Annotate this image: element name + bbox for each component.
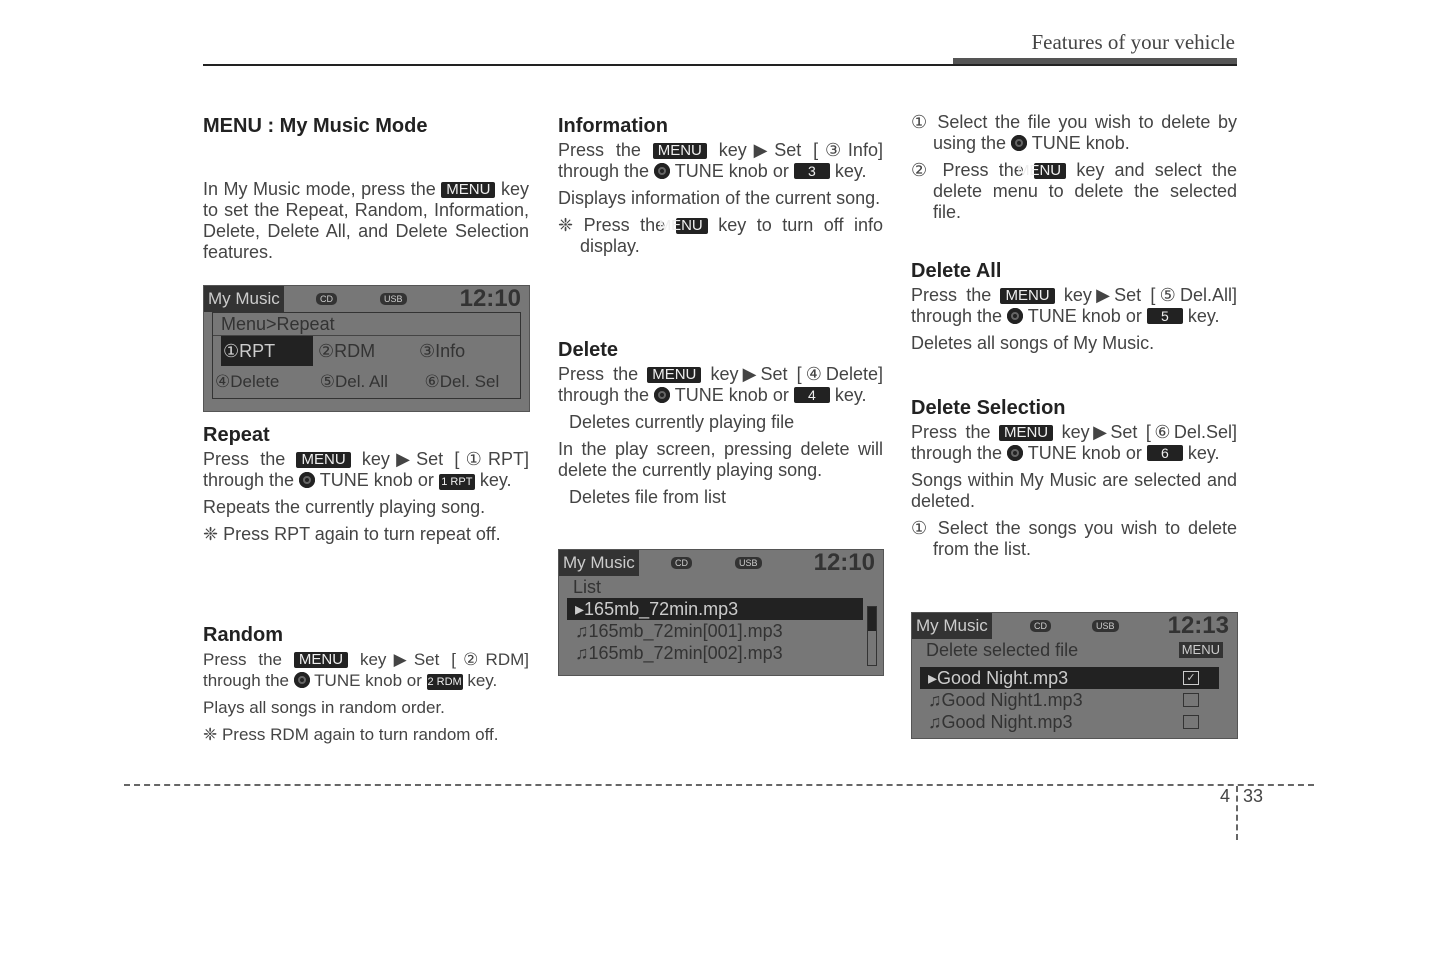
column-3-intro	[911, 112, 1237, 229]
information-instructions	[558, 140, 883, 182]
tune-knob-icon	[1011, 135, 1027, 151]
menu-item-info: ③Info	[419, 341, 466, 361]
menu-key-badge: MENU	[999, 425, 1053, 441]
text: key.	[1187, 306, 1220, 326]
repeat-description: Repeats the currently playing song.	[203, 497, 486, 517]
random-description: Plays all songs in random order.	[203, 698, 445, 717]
delete-selection-heading: Delete Selection	[911, 397, 1066, 419]
file-name: Good Night.mp3	[941, 712, 1073, 732]
menu-key-badge: MENU	[1000, 288, 1054, 304]
file-list	[567, 598, 863, 664]
random-instructions	[203, 649, 529, 691]
footer-rule	[124, 784, 1314, 786]
screen-clock: 12:13	[1167, 612, 1229, 639]
intro-text: In My Music mode, press the	[203, 179, 436, 199]
text: ② Press the	[911, 160, 1024, 180]
file-row-selected: ▸165mb_72min.mp3	[567, 598, 863, 620]
text: key.	[834, 385, 867, 405]
screen-clock: 12:10	[813, 549, 875, 576]
text: TUNE knob or	[319, 470, 434, 490]
screen-menu-row-1	[213, 336, 520, 366]
repeat-instructions	[203, 449, 529, 491]
text: key.	[479, 470, 512, 490]
scrollbar-thumb	[868, 607, 876, 631]
text: TUNE knob or	[674, 161, 789, 181]
file-name: Good Night1.mp3	[941, 690, 1083, 710]
delete-instructions	[558, 364, 883, 406]
section-random	[203, 621, 529, 751]
chapter-number: 4	[1220, 786, 1231, 806]
page-header	[0, 0, 1440, 80]
screen-list	[558, 549, 884, 676]
checkbox-icon	[1183, 693, 1199, 707]
text: key.	[467, 671, 498, 690]
header-rule	[203, 64, 1237, 66]
delete-selection-description: Songs within My Music are selected and deleted.	[911, 470, 1237, 511]
file-row-selected: ▸Good Night.mp3 ✓	[920, 667, 1219, 689]
path-text: Delete selected file	[926, 640, 1079, 660]
screen-delete-selected	[911, 612, 1238, 739]
header-title: Features of your vehicle	[1031, 30, 1235, 54]
preset-key-badge: 4	[794, 387, 830, 403]
delete-all-heading: Delete All	[911, 260, 1002, 282]
file-select-list	[920, 667, 1219, 733]
checkbox-icon	[1183, 715, 1199, 729]
repeat-heading: Repeat	[203, 424, 270, 446]
section-repeat	[203, 421, 529, 551]
menu-key-badge: MENU	[653, 143, 707, 159]
file-row: ♫Good Night.mp3	[920, 711, 1219, 733]
section-delete-all	[911, 257, 1237, 360]
usb-icon: USB	[1092, 620, 1119, 632]
intro-paragraph	[203, 179, 529, 263]
information-description: Displays information of the current song.	[558, 188, 881, 208]
menu-key-badge: MENU	[1179, 642, 1223, 658]
text: TUNE knob or	[1027, 306, 1142, 326]
delete-desc-3: Deletes file from list	[569, 487, 727, 507]
menu-key-badge: MENU	[296, 452, 350, 468]
text: TUNE knob or	[674, 385, 789, 405]
intro-text-2: key to set the Repeat, Random, Information, Delete, Delete All, and Delete Selection features.	[203, 179, 529, 262]
tune-knob-icon	[294, 672, 310, 688]
text: key▶Set [④Delete] through the	[558, 364, 883, 405]
menu-item-rpt: ①RPT	[221, 336, 313, 366]
menu-item-del-sel: ⑥Del. Sel	[424, 372, 500, 391]
cd-icon: CD	[671, 557, 692, 569]
menu-key-badge: MENU	[294, 652, 348, 668]
screen-menu-path: Menu>Repeat	[213, 313, 520, 336]
list-scrollbar	[867, 606, 877, 666]
delete-all-instructions	[911, 285, 1237, 327]
text: Press the	[203, 449, 286, 469]
information-note	[558, 215, 883, 257]
tune-knob-icon	[654, 387, 670, 403]
page-number: 33	[1243, 786, 1264, 806]
screen-menu-row-2	[213, 366, 520, 398]
file-name: 165mb_72min[001].mp3	[588, 621, 783, 641]
text: Press the	[911, 422, 991, 442]
menu-item-delete: ④Delete	[215, 372, 280, 391]
menu-key-badge: MENU	[1034, 163, 1066, 179]
text: key▶Set [③Info] through the	[558, 140, 883, 181]
checkbox-checked-icon: ✓	[1183, 671, 1199, 685]
screen-title: My Music	[204, 286, 284, 312]
text: key▶Set [①RPT] through the	[203, 449, 529, 490]
preset-key-badge: 6	[1147, 445, 1183, 461]
text: Press the	[203, 650, 282, 669]
text: Press the	[558, 364, 639, 384]
cd-icon: CD	[1030, 620, 1051, 632]
screen-menu-repeat	[203, 285, 530, 412]
random-note: ❈ Press RDM again to turn random off.	[203, 725, 499, 744]
section-delete	[558, 336, 883, 514]
step-2	[911, 160, 1237, 223]
screen-delete-path	[912, 639, 1237, 661]
text: key.	[1187, 443, 1220, 463]
preset-key-badge: 3	[794, 163, 830, 179]
text: Press the	[558, 140, 641, 160]
tune-knob-icon	[1007, 308, 1023, 324]
delete-all-description: Deletes all songs of My Music.	[911, 333, 1155, 353]
usb-icon: USB	[735, 557, 762, 569]
screen-clock: 12:10	[459, 285, 521, 312]
section-title-my-music: MENU : My Music Mode	[203, 115, 428, 137]
file-name: Good Night.mp3	[937, 668, 1069, 688]
file-row: ♫165mb_72min[002].mp3	[575, 643, 783, 663]
menu-item-rdm: ②RDM	[318, 341, 376, 361]
section-information	[558, 112, 883, 263]
menu-item-del-all: ⑤Del. All	[319, 372, 388, 391]
text: key.	[834, 161, 867, 181]
step-1	[911, 112, 1237, 154]
screen-list-path: List	[573, 577, 602, 597]
text: key and select the delete menu to delete the selected file.	[933, 160, 1237, 222]
screen-title: My Music	[912, 613, 992, 639]
section-delete-selection	[911, 394, 1237, 566]
tune-knob-icon	[1007, 445, 1023, 461]
menu-key-badge: MENU	[676, 218, 708, 234]
text: key▶Set [⑥Del.Sel] through the	[911, 422, 1237, 463]
information-heading: Information	[558, 115, 668, 137]
preset-key-badge: 2 RDM	[427, 676, 462, 688]
delete-desc-2: In the play screen, pressing delete will delete the currently playing song.	[558, 439, 883, 480]
text: key to turn off info display.	[580, 215, 883, 256]
preset-key-badge: 1 RPT	[439, 474, 475, 490]
file-row: ♫165mb_72min[001].mp3	[575, 621, 783, 641]
delete-selection-instructions	[911, 422, 1237, 464]
column-1	[203, 112, 529, 269]
screen-status-bar	[559, 550, 883, 576]
text: TUNE knob.	[1031, 133, 1130, 153]
file-name: 165mb_72min.mp3	[584, 599, 739, 619]
file-name: 165mb_72min[002].mp3	[588, 643, 783, 663]
screen-title: My Music	[559, 550, 639, 576]
text: Press the	[911, 285, 992, 305]
tune-knob-icon	[299, 472, 315, 488]
text: TUNE knob or	[314, 671, 422, 690]
preset-key-badge: 5	[1147, 308, 1183, 324]
delete-heading: Delete	[558, 339, 619, 361]
delete-desc-1: Deletes currently playing file	[569, 412, 795, 432]
screen-status-bar	[204, 286, 529, 312]
footer-page-divider	[1236, 786, 1238, 840]
random-heading: Random	[203, 624, 283, 646]
text: TUNE knob or	[1027, 443, 1142, 463]
text: ❈ Press the	[558, 215, 666, 235]
file-row: ♫Good Night1.mp3	[920, 689, 1219, 711]
screen-status-bar	[912, 613, 1237, 639]
text: key▶Set [②RDM] through the	[203, 650, 529, 690]
text: ① Select the file you wish to delete by using the	[911, 112, 1237, 153]
usb-icon: USB	[380, 293, 407, 305]
cd-icon: CD	[316, 293, 337, 305]
delete-selection-step: ① Select the songs you wish to delete from the list.	[911, 518, 1237, 559]
repeat-note: ❈ Press RPT again to turn repeat off.	[203, 524, 501, 544]
menu-key-badge: MENU	[441, 182, 495, 198]
text: key▶Set [⑤Del.All] through the	[911, 285, 1237, 326]
screen-menu-panel	[212, 312, 521, 399]
menu-key-badge: MENU	[647, 367, 701, 383]
tune-knob-icon	[654, 163, 670, 179]
